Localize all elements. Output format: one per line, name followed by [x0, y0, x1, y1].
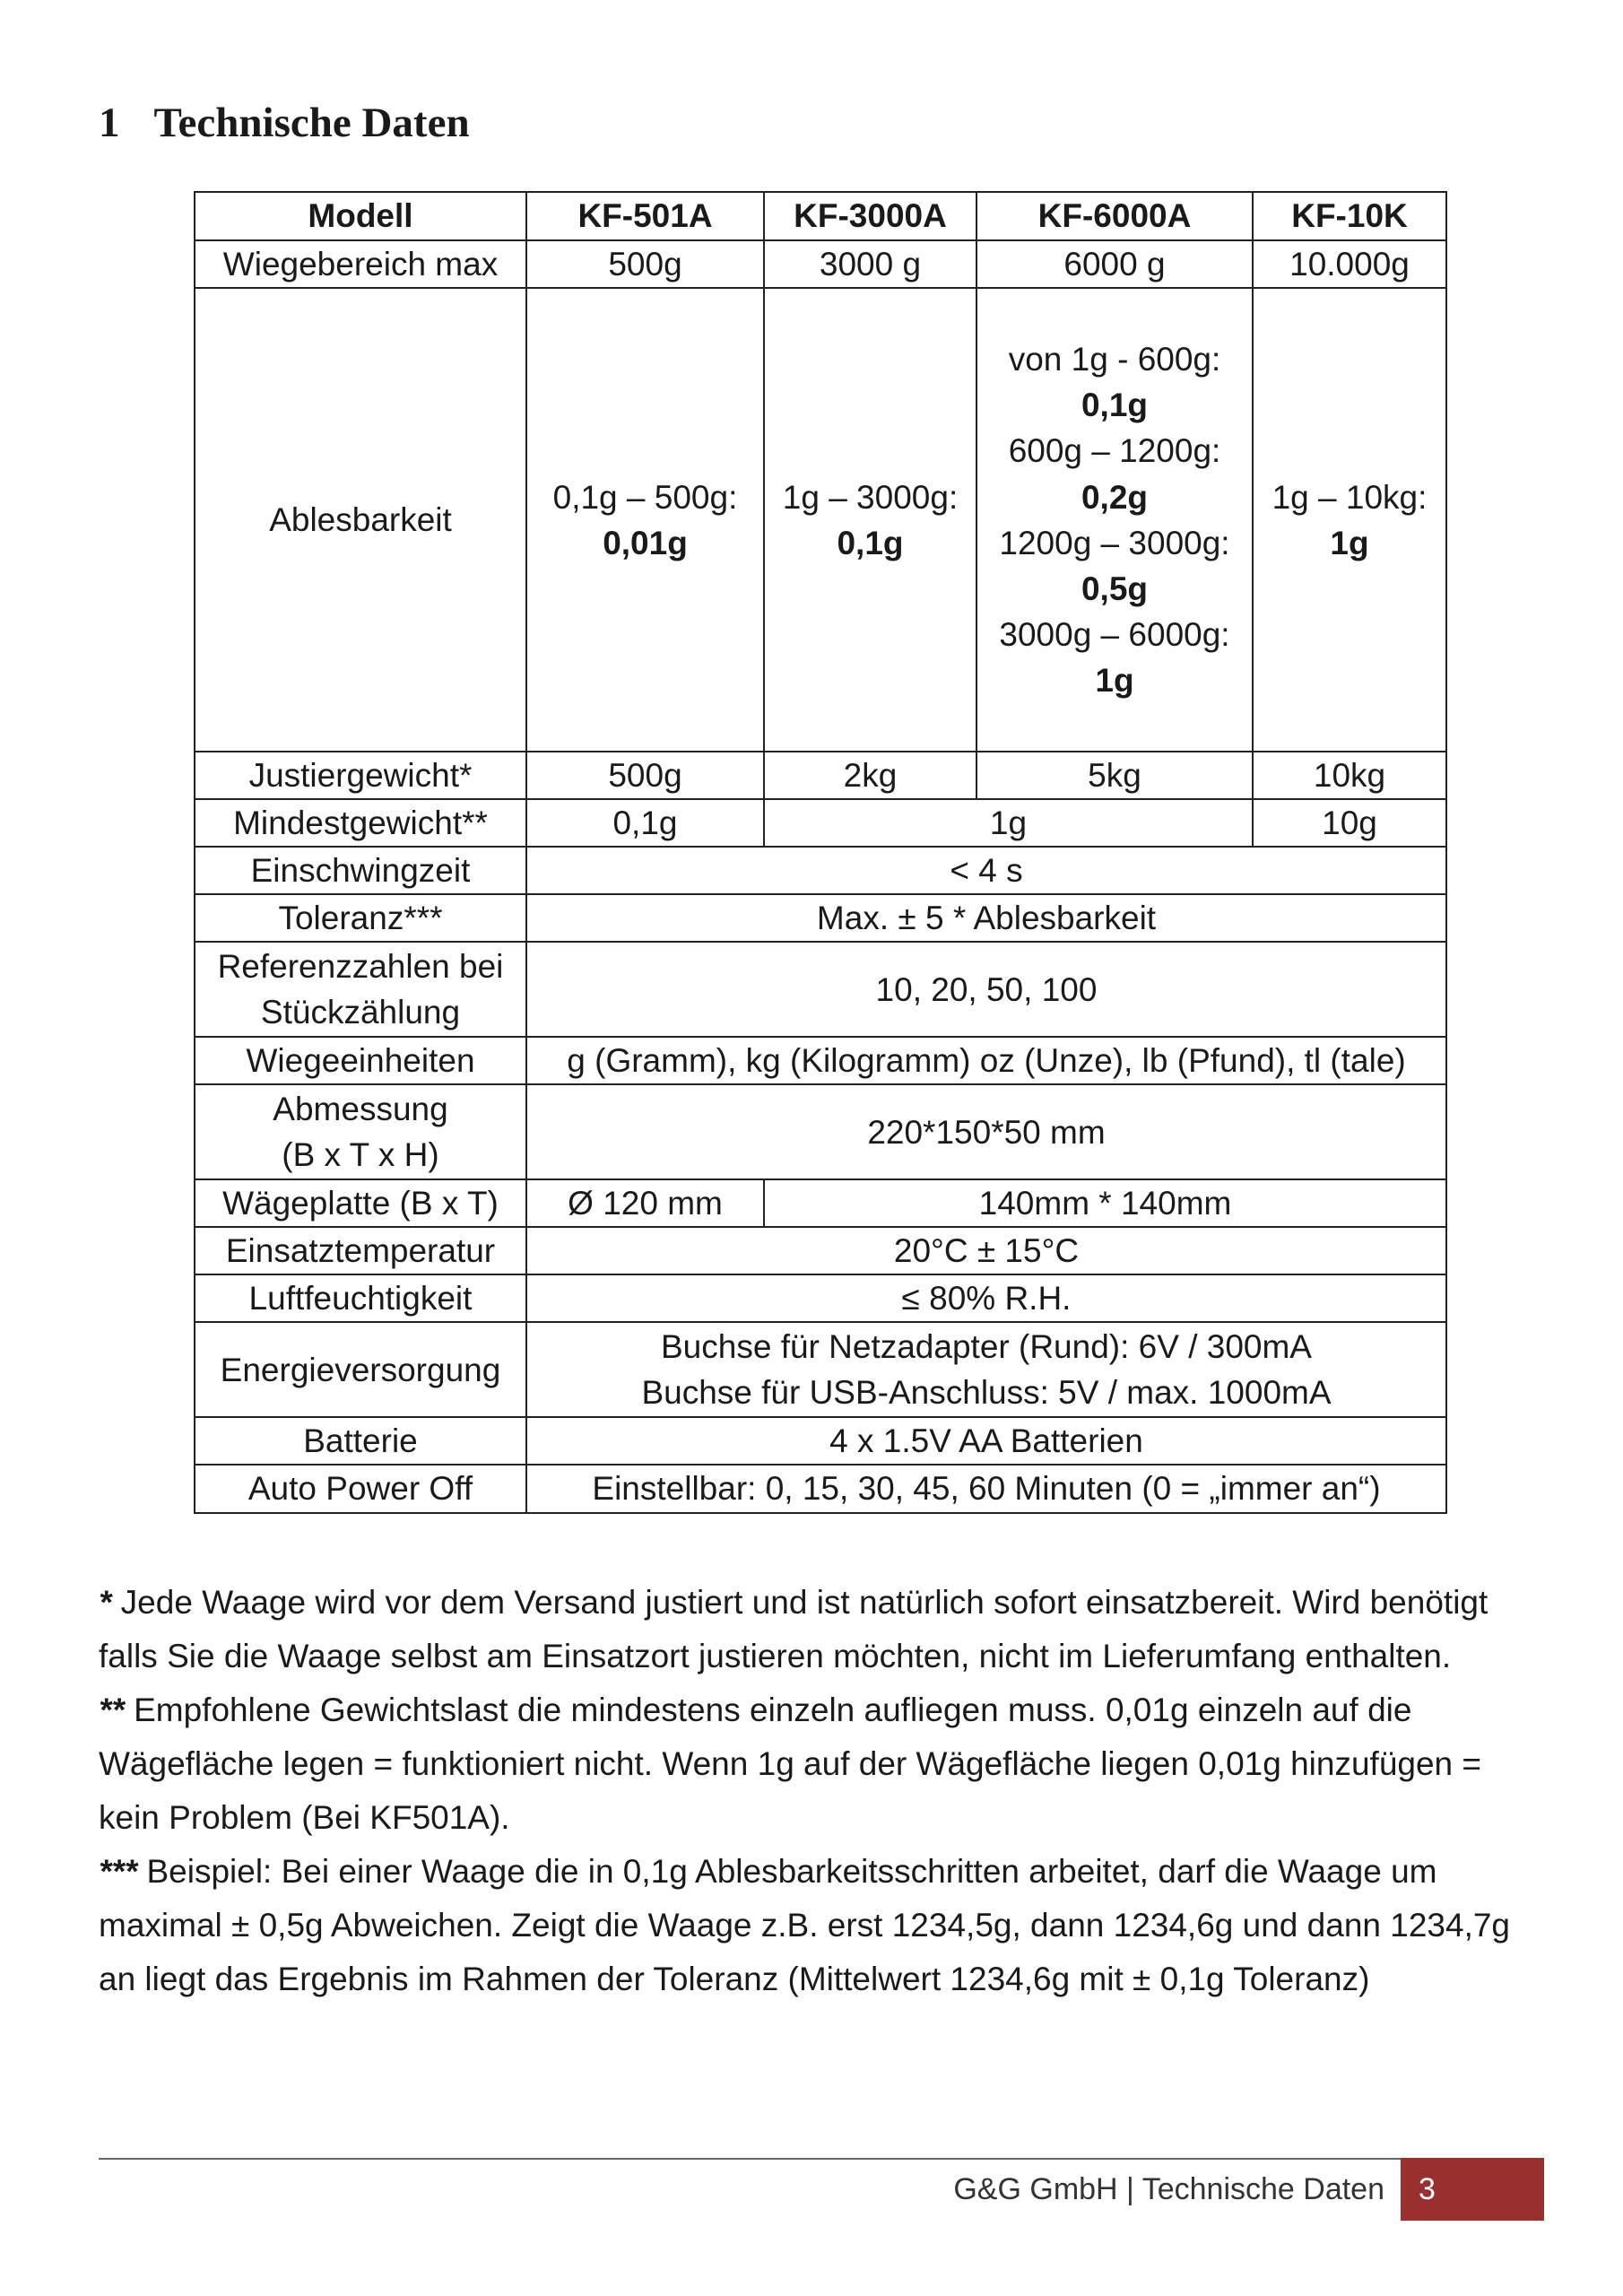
- table-row: [195, 1037, 1446, 1084]
- table-cell: 220*150*50 mm: [526, 1084, 1446, 1179]
- table-cell: 500g: [526, 752, 764, 799]
- section-title: Technische Daten: [153, 100, 470, 146]
- label-line: Stückzählung: [260, 994, 461, 1031]
- footnote-text: Jede Waage wird vor dem Versand justiert und ist natürlich sofort einsatzbereit. Wird benötigt falls Sie die Waage selbst am Einsatzort justieren möchten, nicht im Lieferumfang enthalten.: [99, 1584, 1488, 1674]
- header-cell: Modell: [195, 192, 526, 240]
- table-cell: 3000 g: [764, 240, 976, 288]
- row-label: [195, 1084, 526, 1179]
- footnote-marker: **: [99, 1692, 125, 1728]
- table-cell: 1g: [764, 799, 1253, 847]
- table-cell: Max. ± 5 * Ablesbarkeit: [526, 894, 1446, 942]
- row-label: Ablesbarkeit: [195, 288, 526, 752]
- range-value: 0,5g: [1081, 570, 1149, 607]
- range-value: 1g: [1095, 661, 1134, 699]
- table-row: [195, 799, 1446, 847]
- range-text: von 1g - 600g:: [1008, 341, 1221, 378]
- range-text: 600g – 1200g:: [1008, 432, 1221, 470]
- row-label: Einsatztemperatur: [195, 1227, 526, 1274]
- table-row: [195, 1465, 1446, 1512]
- table-cell: g (Gramm), kg (Kilogramm) oz (Unze), lb (Pfund), tl (tale): [526, 1037, 1446, 1084]
- row-label: Justiergewicht*: [195, 752, 526, 799]
- footnotes: [99, 1576, 1533, 2006]
- table-cell: 5kg: [976, 752, 1253, 799]
- table-row: [195, 1274, 1446, 1322]
- table-cell: 500g: [526, 240, 764, 288]
- footnote-marker: ***: [99, 1853, 138, 1890]
- row-label: Luftfeuchtigkeit: [195, 1274, 526, 1322]
- table-row: [195, 942, 1446, 1037]
- page-number: 3: [1401, 2158, 1544, 2221]
- row-label: Batterie: [195, 1417, 526, 1465]
- row-label: Einschwingzeit: [195, 847, 526, 894]
- table-cell: 0,1g: [526, 799, 764, 847]
- footnote: [99, 1683, 1533, 1845]
- header-cell: KF-501A: [526, 192, 764, 240]
- label-line: Abmessung: [273, 1091, 448, 1128]
- row-label: Toleranz***: [195, 894, 526, 942]
- spec-table: [194, 191, 1447, 1514]
- table-cell: ≤ 80% R.H.: [526, 1274, 1446, 1322]
- row-label: Wägeplatte (B x T): [195, 1179, 526, 1227]
- table-row: [195, 288, 1446, 752]
- footnote-text: Beispiel: Bei einer Waage die in 0,1g Ablesbarkeitsschritten arbeitet, darf die Waage um maximal ± 0,5g Abweichen. Zeigt die Waage z.B. erst 1234,5g, dann 1234,6g und dann 1234,7g an liegt das Ergebnis im Rahmen der Toleranz (Mittelwert 1234,6g mit ± 0,1g Toleranz): [99, 1853, 1510, 1997]
- table-row: [195, 847, 1446, 894]
- footnote-text: Empfohlene Gewichtslast die mindestens einzeln aufliegen muss. 0,01g einzeln auf die Wägefläche legen = funktioniert nicht. Wenn 1g auf der Wägefläche liegen 0,01g hinzufügen = kein Problem (Bei KF501A).: [99, 1692, 1482, 1836]
- range-value: 1g: [1330, 524, 1369, 561]
- page-footer: [99, 2158, 1544, 2221]
- footnote-marker: *: [99, 1584, 112, 1621]
- range-text: 0,1g – 500g:: [552, 478, 738, 516]
- label-line: Referenzzahlen bei: [217, 948, 504, 986]
- row-label: Mindestgewicht**: [195, 799, 526, 847]
- range-text: 1g – 10kg:: [1271, 478, 1428, 516]
- section-heading: [99, 99, 470, 147]
- cell-line: Buchse für Netzadapter (Rund): 6V / 300mA: [661, 1328, 1312, 1366]
- table-cell: 20°C ± 15°C: [526, 1227, 1446, 1274]
- row-label: Wiegebereich max: [195, 240, 526, 288]
- table-row: [195, 1417, 1446, 1465]
- table-row: [195, 1322, 1446, 1417]
- range-value: 0,01g: [603, 524, 688, 561]
- table-cell: 140mm * 140mm: [764, 1179, 1446, 1227]
- table-cell: [1253, 288, 1446, 752]
- row-label: Wiegeeinheiten: [195, 1037, 526, 1084]
- table-cell: [976, 288, 1253, 752]
- table-cell: [526, 288, 764, 752]
- label-line: (B x T x H): [282, 1136, 439, 1174]
- table-row: [195, 1084, 1446, 1179]
- footnote: [99, 1576, 1533, 1683]
- header-cell: KF-3000A: [764, 192, 976, 240]
- table-row: [195, 1227, 1446, 1274]
- table-cell: [526, 1322, 1446, 1417]
- table-row: [195, 894, 1446, 942]
- table-cell: Ø 120 mm: [526, 1179, 764, 1227]
- table-cell: 4 x 1.5V AA Batterien: [526, 1417, 1446, 1465]
- row-label: [195, 942, 526, 1037]
- footer-text: G&G GmbH | Technische Daten: [953, 2172, 1384, 2206]
- range-text: 3000g – 6000g:: [999, 615, 1230, 653]
- table-cell: 10, 20, 50, 100: [526, 942, 1446, 1037]
- section-number: 1: [99, 100, 120, 146]
- cell-line: Buchse für USB-Anschluss: 5V / max. 1000mA: [641, 1374, 1332, 1412]
- table-row: [195, 1179, 1446, 1227]
- header-cell: KF-10K: [1253, 192, 1446, 240]
- footnote: [99, 1845, 1533, 2006]
- range-text: 1g – 3000g:: [782, 478, 959, 516]
- row-label: Auto Power Off: [195, 1465, 526, 1512]
- table-cell: 10.000g: [1253, 240, 1446, 288]
- table-cell: Einstellbar: 0, 15, 30, 45, 60 Minuten (0 = „immer an“): [526, 1465, 1446, 1512]
- range-text: 1200g – 3000g:: [999, 524, 1230, 561]
- table-header-row: [195, 192, 1446, 240]
- table-row: [195, 752, 1446, 799]
- range-value: 0,2g: [1081, 478, 1149, 516]
- table-cell: 6000 g: [976, 240, 1253, 288]
- header-cell: KF-6000A: [976, 192, 1253, 240]
- table-cell: [764, 288, 976, 752]
- table-row: [195, 240, 1446, 288]
- range-value: 0,1g: [1081, 387, 1149, 424]
- range-value: 0,1g: [837, 524, 904, 561]
- table-cell: 10g: [1253, 799, 1446, 847]
- table-cell: 2kg: [764, 752, 976, 799]
- row-label: Energieversorgung: [195, 1322, 526, 1417]
- table-cell: < 4 s: [526, 847, 1446, 894]
- table-cell: 10kg: [1253, 752, 1446, 799]
